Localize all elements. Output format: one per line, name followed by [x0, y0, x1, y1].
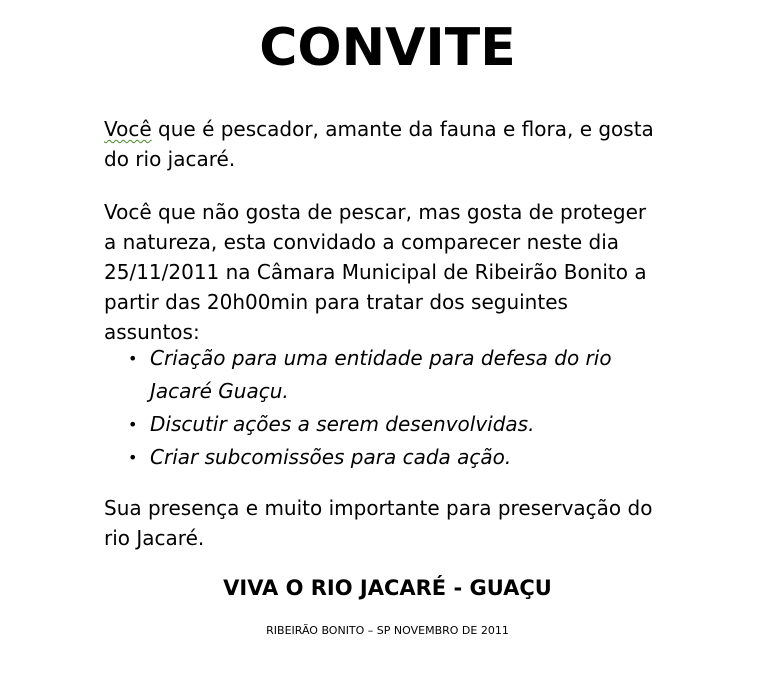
topic-text: Discutir ações a serem desenvolvidas. — [150, 412, 535, 436]
topic-text: Criação para uma entidade para defesa do rio Jacaré Guaçu. — [150, 346, 612, 403]
bullet-icon: • — [128, 349, 138, 368]
invitation-paragraph: Você que não gosta de pescar, mas gosta de proteger a natureza, esta convidado a comparecer neste dia 25/11/2011 na Câmara Municipal de Ribeirão Bonito a partir das 20h00min para tratar dos seguintes assuntos: — [104, 200, 647, 344]
intro-paragraph-text: que é pescador, amante da fauna e flora, e gosta do rio jacaré. — [104, 117, 654, 171]
slogan: VIVA O RIO JACARÉ - GUAÇU — [223, 576, 552, 600]
bullet-icon: • — [128, 415, 138, 434]
spellcheck-flagged-word: Você — [104, 117, 152, 141]
footer-place-date: RIBEIRÃO BONITO – SP NOVEMBRO DE 2011 — [266, 624, 509, 637]
document-title: CONVITE — [259, 18, 516, 78]
list-item — [104, 342, 664, 408]
topic-text: Criar subcomissões para cada ação. — [150, 445, 512, 469]
list-item — [104, 441, 664, 474]
bullet-icon: • — [128, 448, 138, 467]
topics-list — [104, 342, 664, 474]
list-item — [104, 408, 664, 441]
intro-paragraph — [104, 114, 664, 174]
closing-paragraph: Sua presença e muito importante para preservação do rio Jacaré. — [104, 496, 653, 550]
